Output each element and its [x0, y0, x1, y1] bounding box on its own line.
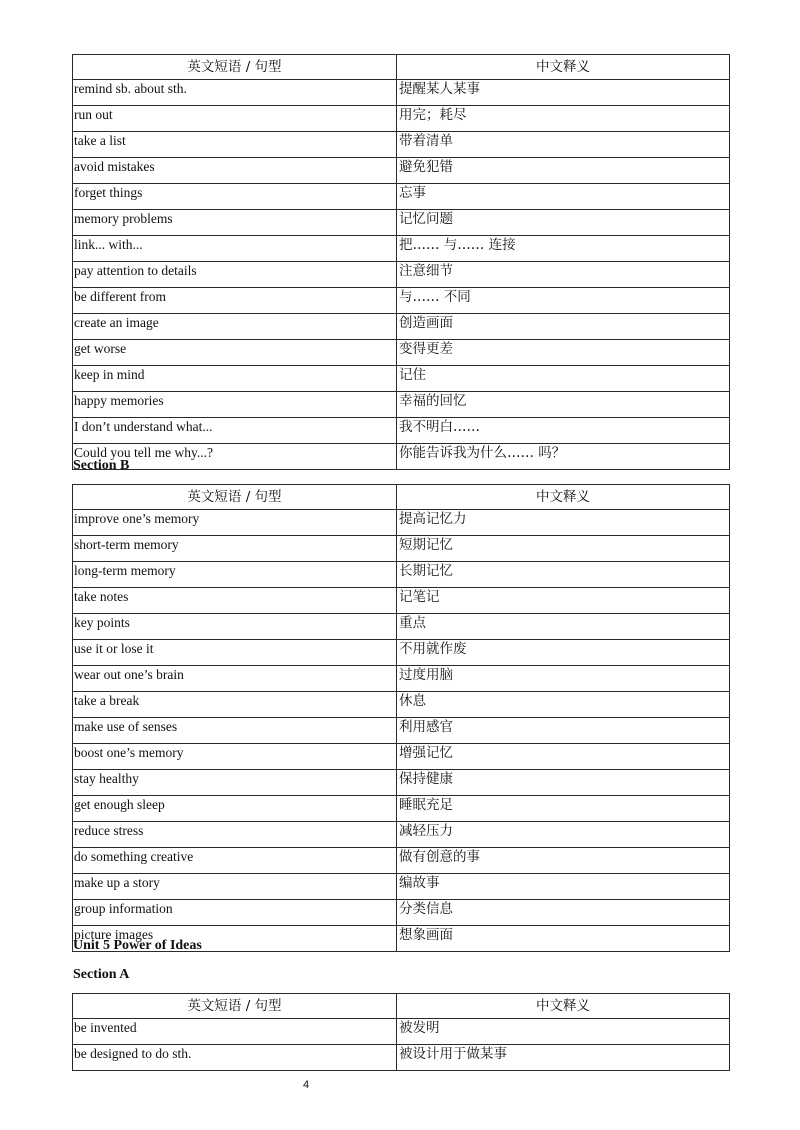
chinese-meaning-cell: 编故事	[397, 874, 730, 900]
table-row	[73, 692, 730, 718]
english-phrase-cell: run out	[73, 106, 397, 132]
vocab-table-unit5-section-a	[72, 993, 730, 1071]
english-phrase-cell: pay attention to details	[73, 262, 397, 288]
english-phrase-cell: remind sb. about sth.	[73, 80, 397, 106]
english-phrase-cell: I don’t understand what...	[73, 418, 397, 444]
table-row	[73, 562, 730, 588]
table-row	[73, 536, 730, 562]
section-b-heading: Section B	[73, 458, 130, 473]
table-row	[73, 1045, 730, 1071]
chinese-meaning-cell: 变得更差	[397, 340, 730, 366]
english-phrase-cell: take a list	[73, 132, 397, 158]
english-phrase-cell: be invented	[73, 1019, 397, 1045]
table-row	[73, 848, 730, 874]
table-row	[73, 106, 730, 132]
table-row	[73, 822, 730, 848]
chinese-meaning-cell: 把…… 与…… 连接	[397, 236, 730, 262]
header-chinese: 中文释义	[397, 994, 730, 1019]
english-phrase-cell: happy memories	[73, 392, 397, 418]
table-row	[73, 744, 730, 770]
unit-5-heading: Unit 5 Power of Ideas	[73, 938, 202, 953]
header-english: 英文短语 / 句型	[73, 994, 397, 1019]
english-phrase-cell: wear out one’s brain	[73, 666, 397, 692]
header-english: 英文短语 / 句型	[73, 485, 397, 510]
chinese-meaning-cell: 被发明	[397, 1019, 730, 1045]
english-phrase-cell: get worse	[73, 340, 397, 366]
table-row	[73, 588, 730, 614]
table-row	[73, 392, 730, 418]
chinese-meaning-cell: 记住	[397, 366, 730, 392]
table-header-row	[73, 994, 730, 1019]
chinese-meaning-cell: 利用感官	[397, 718, 730, 744]
english-phrase-cell: improve one’s memory	[73, 510, 397, 536]
english-phrase-cell: short-term memory	[73, 536, 397, 562]
header-chinese: 中文释义	[397, 485, 730, 510]
vocab-table-section-a	[72, 54, 730, 470]
chinese-meaning-cell: 记忆问题	[397, 210, 730, 236]
english-phrase-cell: avoid mistakes	[73, 158, 397, 184]
english-phrase-cell: make up a story	[73, 874, 397, 900]
chinese-meaning-cell: 重点	[397, 614, 730, 640]
table-row	[73, 262, 730, 288]
page-number: 4	[302, 1079, 310, 1091]
english-phrase-cell: key points	[73, 614, 397, 640]
english-phrase-cell: link... with...	[73, 236, 397, 262]
header-chinese: 中文释义	[397, 55, 730, 80]
chinese-meaning-cell: 用完；耗尽	[397, 106, 730, 132]
english-phrase-cell: get enough sleep	[73, 796, 397, 822]
english-phrase-cell: stay healthy	[73, 770, 397, 796]
chinese-meaning-cell: 幸福的回忆	[397, 392, 730, 418]
chinese-meaning-cell: 睡眠充足	[397, 796, 730, 822]
chinese-meaning-cell: 注意细节	[397, 262, 730, 288]
table-row	[73, 340, 730, 366]
table-header-row	[73, 485, 730, 510]
chinese-meaning-cell: 不用就作废	[397, 640, 730, 666]
table-row	[73, 900, 730, 926]
chinese-meaning-cell: 休息	[397, 692, 730, 718]
table-row	[73, 1019, 730, 1045]
table-row	[73, 132, 730, 158]
chinese-meaning-cell: 避免犯错	[397, 158, 730, 184]
english-phrase-cell: take a break	[73, 692, 397, 718]
english-phrase-cell: create an image	[73, 314, 397, 340]
english-phrase-cell: reduce stress	[73, 822, 397, 848]
table-row	[73, 666, 730, 692]
chinese-meaning-cell: 忘事	[397, 184, 730, 210]
table-row	[73, 288, 730, 314]
english-phrase-cell: keep in mind	[73, 366, 397, 392]
table-row	[73, 796, 730, 822]
table-row	[73, 510, 730, 536]
table-row	[73, 418, 730, 444]
chinese-meaning-cell: 减轻压力	[397, 822, 730, 848]
english-phrase-cell: take notes	[73, 588, 397, 614]
chinese-meaning-cell: 增强记忆	[397, 744, 730, 770]
chinese-meaning-cell: 长期记忆	[397, 562, 730, 588]
chinese-meaning-cell: 提醒某人某事	[397, 80, 730, 106]
chinese-meaning-cell: 带着清单	[397, 132, 730, 158]
chinese-meaning-cell: 保持健康	[397, 770, 730, 796]
table-row	[73, 236, 730, 262]
chinese-meaning-cell: 创造画面	[397, 314, 730, 340]
english-phrase-cell: be different from	[73, 288, 397, 314]
chinese-meaning-cell: 记笔记	[397, 588, 730, 614]
english-phrase-cell: Could you tell me why...?	[73, 444, 397, 470]
chinese-meaning-cell: 分类信息	[397, 900, 730, 926]
table-header-row	[73, 55, 730, 80]
english-phrase-cell: memory problems	[73, 210, 397, 236]
chinese-meaning-cell: 短期记忆	[397, 536, 730, 562]
chinese-meaning-cell: 想象画面	[397, 926, 730, 952]
table-row	[73, 210, 730, 236]
table-row	[73, 80, 730, 106]
vocab-table-section-b	[72, 484, 730, 952]
table-row	[73, 718, 730, 744]
chinese-meaning-cell: 我不明白……	[397, 418, 730, 444]
english-phrase-cell: boost one’s memory	[73, 744, 397, 770]
english-phrase-cell: forget things	[73, 184, 397, 210]
english-phrase-cell: do something creative	[73, 848, 397, 874]
table-row	[73, 366, 730, 392]
chinese-meaning-cell: 提高记忆力	[397, 510, 730, 536]
chinese-meaning-cell: 过度用脑	[397, 666, 730, 692]
chinese-meaning-cell: 被设计用于做某事	[397, 1045, 730, 1071]
english-phrase-cell: use it or lose it	[73, 640, 397, 666]
chinese-meaning-cell: 做有创意的事	[397, 848, 730, 874]
table-row	[73, 770, 730, 796]
english-phrase-cell: long-term memory	[73, 562, 397, 588]
table-row	[73, 640, 730, 666]
table-row	[73, 158, 730, 184]
english-phrase-cell: picture images	[73, 926, 397, 952]
english-phrase-cell: make use of senses	[73, 718, 397, 744]
table-row	[73, 614, 730, 640]
header-english: 英文短语 / 句型	[73, 55, 397, 80]
english-phrase-cell: be designed to do sth.	[73, 1045, 397, 1071]
section-a-heading: Section A	[73, 967, 130, 982]
table-row	[73, 184, 730, 210]
chinese-meaning-cell: 你能告诉我为什么…… 吗？	[397, 444, 730, 470]
table-row	[73, 444, 730, 470]
english-phrase-cell: group information	[73, 900, 397, 926]
table-row	[73, 314, 730, 340]
chinese-meaning-cell: 与…… 不同	[397, 288, 730, 314]
table-row	[73, 874, 730, 900]
